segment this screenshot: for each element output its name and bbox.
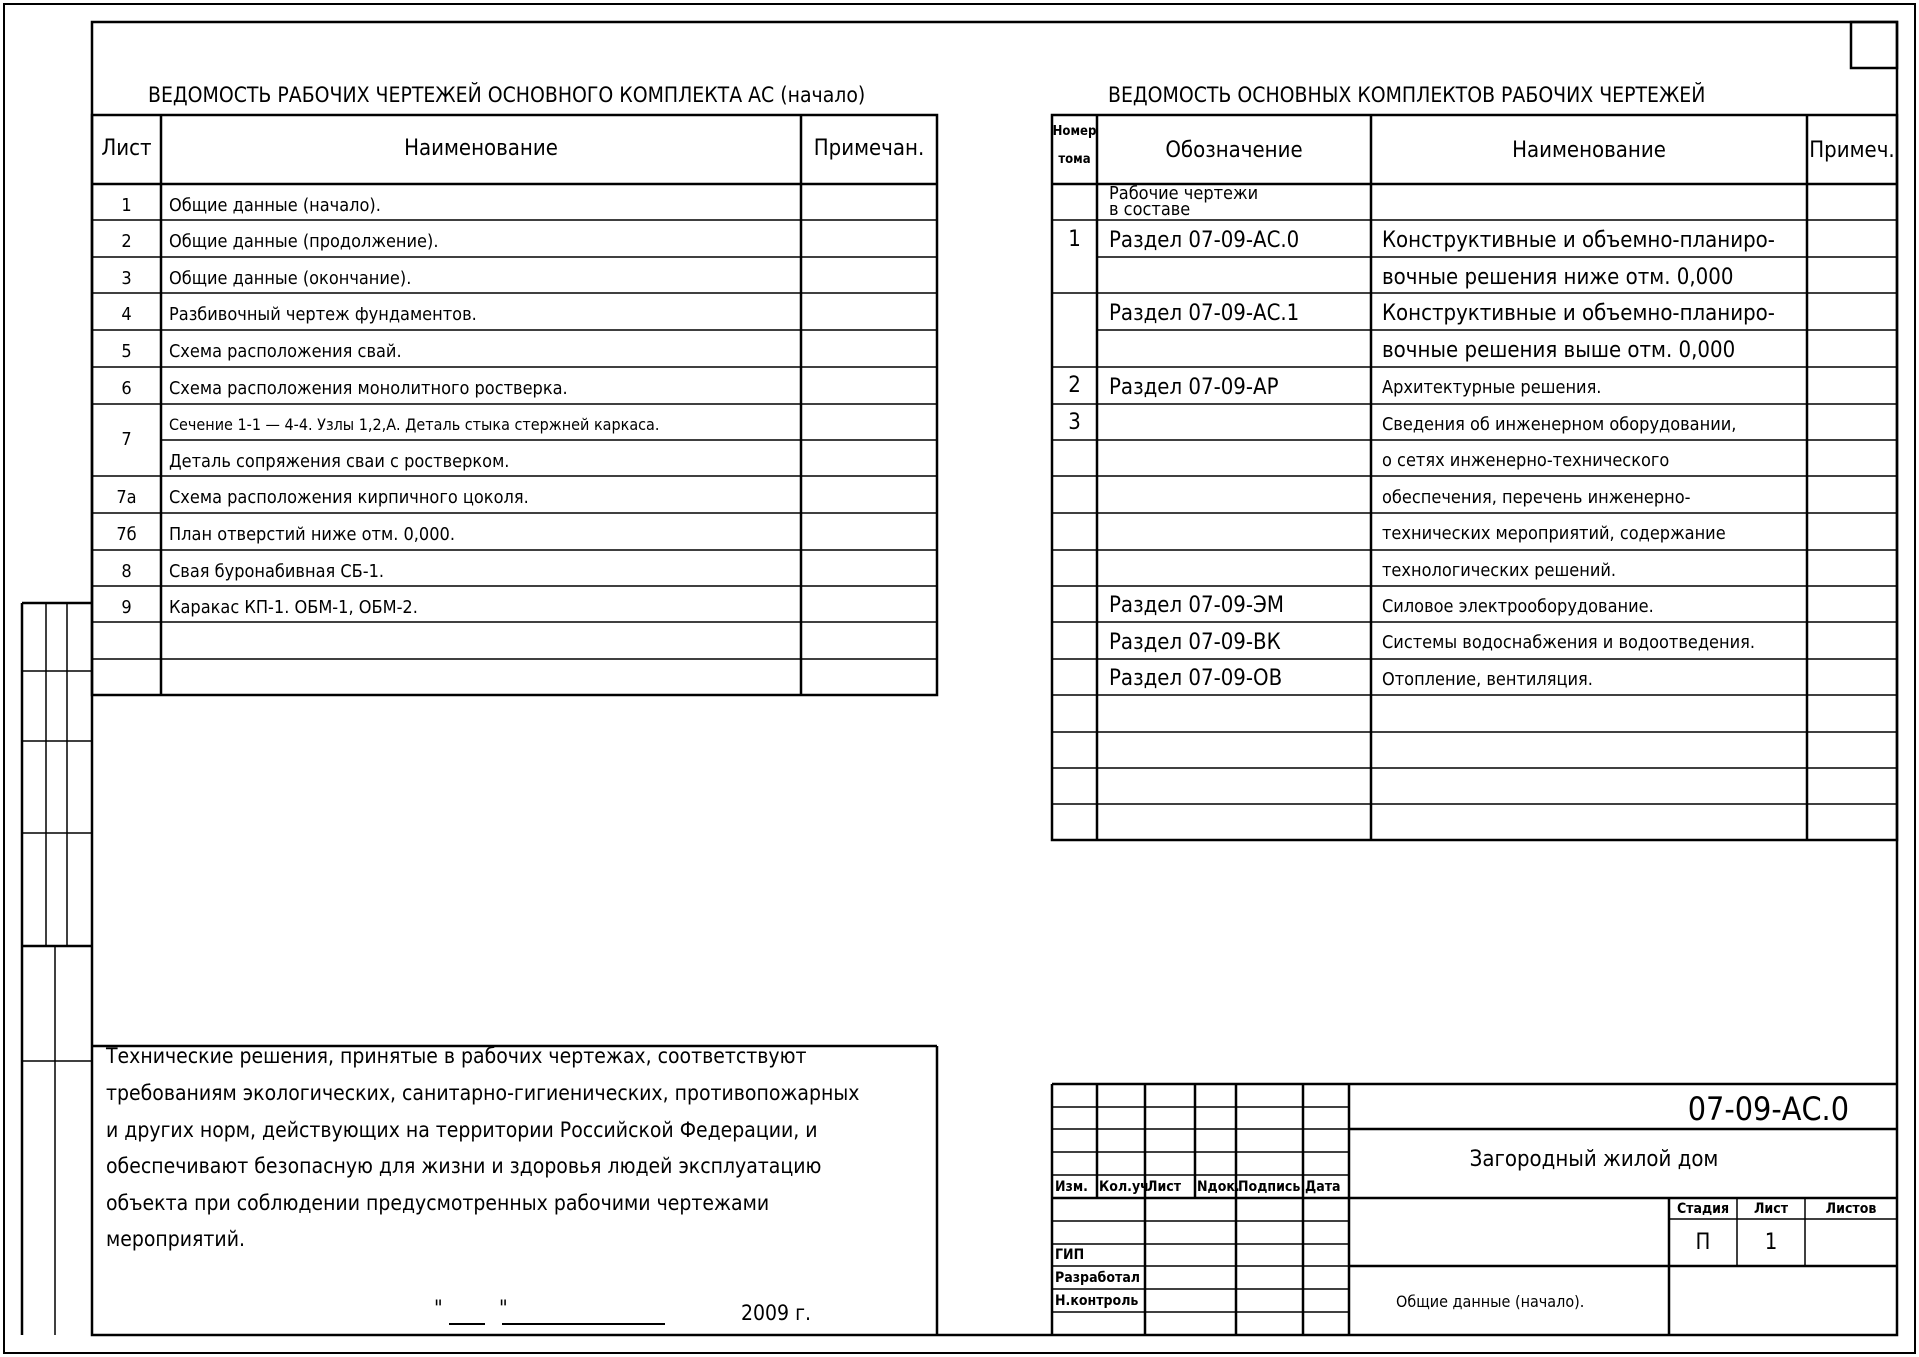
left-row-name: Общие данные (продолжение). — [169, 231, 439, 252]
role-norm-control: Н.контроль — [1055, 1293, 1139, 1309]
left-row-sheet: 2 — [121, 231, 132, 252]
note-line: Технические решения, принятые в рабочих чертежах, соответствуют — [106, 1044, 807, 1068]
note-line: объекта при соблюдении предусмотренных рабочими чертежами — [106, 1191, 770, 1215]
right-row-designation: Раздел 07-09-АС.1 — [1109, 301, 1300, 326]
right-row-name: вочные решения выше отм. 0,000 — [1382, 338, 1736, 363]
left-row-sheet: 6 — [121, 378, 132, 399]
right-row-name: Конструктивные и объемно-планиро- — [1382, 301, 1775, 326]
right-row-name: Конструктивные и объемно-планиро- — [1382, 228, 1775, 253]
binding-strip — [22, 603, 92, 1335]
left-row-sheet: 7б — [116, 524, 137, 545]
left-row-name: Схема расположения кирпичного цоколя. — [169, 487, 529, 508]
right-row-name: технологических решений. — [1382, 560, 1617, 581]
date-quote-open: " — [434, 1296, 443, 1320]
sheets-label: Листов — [1825, 1201, 1877, 1217]
left-row-sheet: 8 — [121, 561, 132, 582]
left-row-sheet: 7 — [121, 429, 132, 450]
left-row-name: Общие данные (начало). — [169, 195, 381, 216]
left-row-name: Разбивочный чертеж фундаментов. — [169, 304, 477, 325]
right-row-name: вочные решения ниже отм. 0,000 — [1382, 265, 1734, 290]
right-row-name: технических мероприятий, содержание — [1382, 523, 1726, 544]
sheet-title: Общие данные (начало). — [1396, 1292, 1585, 1311]
note-line: мероприятий. — [106, 1227, 245, 1251]
right-row-name: Силовое электрооборудование. — [1382, 596, 1654, 617]
right-row-num: 3 — [1068, 410, 1081, 435]
right-row-name: Системы водоснабжения и водоотведения. — [1382, 632, 1755, 653]
left-row-sheet: 7а — [116, 487, 137, 508]
left-row-sheet: 9 — [121, 597, 132, 618]
right-header-designation: Обозначение — [1165, 138, 1303, 163]
right-row-designation: Раздел 07-09-АС.0 — [1109, 228, 1300, 253]
right-row-name: обеспечения, перечень инженерно- — [1382, 487, 1691, 508]
right-row-designation-line2: в составе — [1109, 199, 1191, 220]
left-row-name: Сечение 1-1 — 4-4. Узлы 1,2,А. Деталь стыка стержней каркаса. — [169, 415, 660, 434]
right-row-designation: Рабочие чертежи — [1109, 183, 1259, 204]
project-name: Загородный жилой дом — [1469, 1147, 1719, 1172]
right-row-designation: Раздел 07-09-ОВ — [1109, 666, 1283, 691]
left-row-name: Общие данные (окончание). — [169, 268, 412, 289]
left-header-sheet: Лист — [101, 136, 152, 161]
left-row-name: План отверстий ниже отм. 0,000. — [169, 524, 455, 545]
col-header-date: Дата — [1305, 1179, 1341, 1195]
col-header-qty: Кол.уч — [1099, 1179, 1149, 1195]
left-row-name-line2: Деталь сопряжения сваи с ростверком. — [169, 451, 510, 472]
right-table-grid — [1052, 115, 1897, 840]
right-row-designation: Раздел 07-09-ВК — [1109, 630, 1281, 655]
right-header-num-line2: тома — [1058, 152, 1091, 167]
left-row-sheet: 4 — [121, 304, 132, 325]
note-line: требованиям экологических, санитарно-гигиенических, противопожарных — [106, 1081, 860, 1105]
corner-box — [1851, 22, 1897, 68]
date-quote-close: " — [499, 1296, 508, 1320]
role-developer: Разработал — [1055, 1270, 1141, 1286]
col-header-signature: Подпись — [1238, 1179, 1301, 1195]
col-header-docnum: Nдок. — [1197, 1179, 1240, 1195]
left-row-sheet: 5 — [121, 341, 132, 362]
right-header-num: Номер — [1052, 124, 1097, 139]
col-header-change: Изм. — [1055, 1179, 1088, 1195]
left-row-name: Свая буронабивная СБ-1. — [169, 561, 385, 582]
right-table-title: ВЕДОМОСТЬ ОСНОВНЫХ КОМПЛЕКТОВ РАБОЧИХ ЧЕРТЕЖЕЙ — [1108, 83, 1706, 107]
left-row-sheet: 3 — [121, 268, 132, 289]
document-code: 07-09-АС.0 — [1687, 1090, 1849, 1128]
note-line: обеспечивают безопасную для жизни и здоровья людей эксплуатацию — [106, 1154, 822, 1178]
left-table-title: ВЕДОМОСТЬ РАБОЧИХ ЧЕРТЕЖЕЙ ОСНОВНОГО КОМПЛЕКТА АС (начало) — [148, 83, 866, 107]
right-header-name: Наименование — [1512, 138, 1666, 163]
left-header-note: Примечан. — [813, 136, 925, 161]
left-header-name: Наименование — [404, 136, 558, 161]
right-row-name: Архитектурные решения. — [1382, 377, 1602, 398]
right-row-name: о сетях инженерно-технического — [1382, 450, 1670, 471]
right-row-num: 2 — [1068, 373, 1081, 398]
sheet-value: 1 — [1764, 1230, 1778, 1255]
right-header-note: Примеч. — [1809, 138, 1895, 163]
left-row-name: Схема расположения монолитного ростверка. — [169, 378, 568, 399]
left-row-sheet: 1 — [121, 195, 132, 216]
note-year: 2009 г. — [741, 1301, 811, 1325]
role-chief-engineer: ГИП — [1055, 1247, 1085, 1263]
left-row-name: Схема расположения свай. — [169, 341, 402, 362]
stage-value: П — [1695, 1230, 1711, 1255]
right-row-name: Отопление, вентиляция. — [1382, 669, 1593, 690]
col-header-sheet: Лист — [1147, 1179, 1182, 1195]
right-row-num: 1 — [1068, 227, 1081, 252]
stage-label: Стадия — [1676, 1201, 1730, 1217]
note-line: и других норм, действующих на территории Российской Федерации, и — [106, 1118, 818, 1142]
left-row-name: Каракас КП-1. ОБМ-1, ОБМ-2. — [169, 597, 418, 618]
sheet-label: Лист — [1753, 1201, 1789, 1217]
right-row-name: Сведения об инженерном оборудовании, — [1382, 414, 1737, 435]
right-row-designation: Раздел 07-09-ЭМ — [1109, 593, 1284, 618]
right-row-designation: Раздел 07-09-АР — [1109, 375, 1279, 400]
